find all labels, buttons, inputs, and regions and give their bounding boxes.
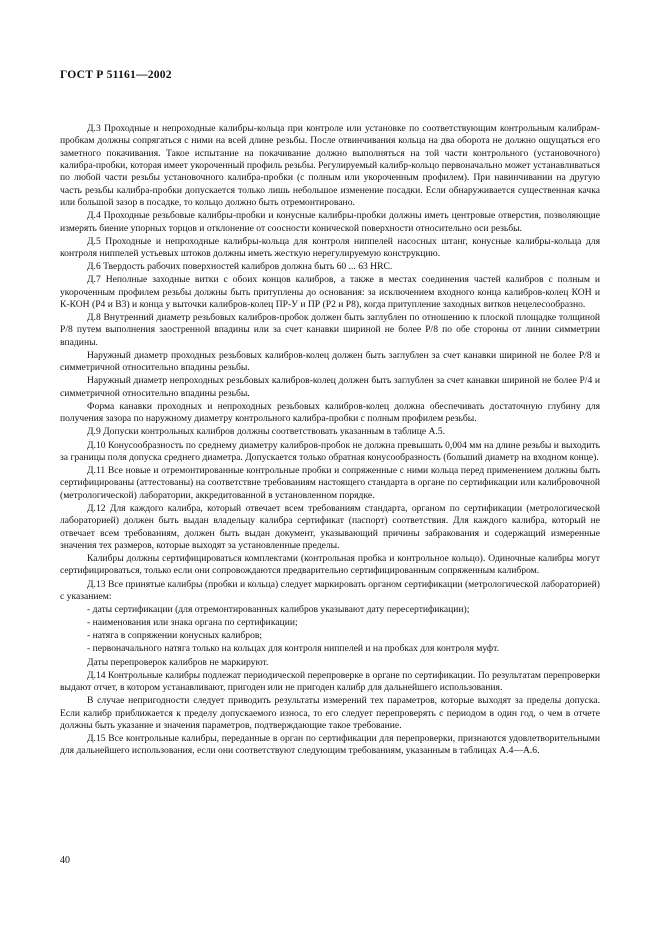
page-number: 40 <box>60 855 70 866</box>
paragraph-sets: Калибры должны сертифицироваться комплектами (контрольная пробка и контрольное кольцо). Одиночные калибры могут сертифицироваться, только если они сопровождаются предварительно сертифицированным сопряженным калибром. <box>60 553 600 577</box>
paragraph-d6: Д.6 Твердость рабочих поверхностей калибров должна быть 60 ... 63 HRC. <box>87 261 393 273</box>
list-item: - натяга в сопряжении конусных калибров; <box>87 630 263 642</box>
paragraph-d15: Д.15 Все контрольные калибры, переданные в орган по сертификации для перепроверки, признаются удовлетворительными для дальнейшего использования, если они соответствуют следующим требованиям, указанным в таблицах А.4—А.6. <box>60 733 600 757</box>
list-item: - наименования или знака органа по сертификации; <box>87 617 298 629</box>
list-item: - даты сертификации (для отремонтированных калибров указывают дату пересертификации); <box>87 604 470 616</box>
paragraph-d13: Д.13 Все принятые калибры (пробки и кольца) следует маркировать органом сертификации (метрологической лабораторией) с указанием: <box>60 578 600 602</box>
paragraph-d12: Д.12 Для каждого калибра, который отвечает всем требованиям стандарта, органом по сертификации (метрологической лабораторией) должен быть выдан владельцу калибра сертификат (паспорт) соответствия. Для каждого калибра, который не отвечает всем требованиям, должен быть выдан документ, указывающий причины забракования и содержащий измеренные значения тех размеров, которые выходят за установленные пределы. <box>60 502 600 551</box>
paragraph-d8: Д.8 Внутренний диаметр резьбовых калибров-пробок должен быть заглублен по отношению к плоской площадке толщиной P/8 путем выполнения заостренной впадины или за счет канавки шириной не более P/8 по обе стороны от линии симметрии впадины. <box>60 312 600 348</box>
paragraph-d10: Д.10 Конусообразность по среднему диаметру калибров-пробок не должна превышать 0,004 мм на длине резьбы и выходить за границы поля допуска среднего диаметра. Допускается только обратная конусообразность (больший диаметр на входном конце). <box>60 439 600 463</box>
paragraph-d9: Д.9 Допуски контрольных калибров должны соответствовать указанным в таблице А.5. <box>87 426 446 438</box>
standard-header: ГОСТ Р 51161—2002 <box>60 68 172 81</box>
paragraph-groove-form: Форма канавки проходных и непроходных резьбовых калибров-колец должна обеспечивать достаточную глубину для получения зазора по наружному диаметру контрольного калибра-пробки с полным профилем резьбы. <box>60 400 600 425</box>
paragraph-d7: Д.7 Неполные заходные витки с обоих концов калибров, а также в местах соединения частей калибров с полным и укороченным профилем резьбы должны быть притуплены до основания: за исключением входного конца калибров-колец КОН и К-КОН (Р4 и В3) и конца у выточки калибров-колец ПР-У и ПР (Р2 и Р8), когда притупление заходных витков нецелесообразно. <box>60 274 600 310</box>
paragraph-d11: Д.11 Все новые и отремонтированные контрольные пробки и сопряженные с ними кольца перед применением должны быть сертифицированы (аттестованы) на соответствие требованиям настоящего стандарта в органе по сертификации или калибровочной (метрологической) лаборатории, аккредитованной в установленном порядке. <box>60 465 600 501</box>
paragraph-outer-nogo: Наружный диаметр непроходных резьбовых калибров-колец должен быть заглублен за счет канавки шириной не более P/4 и симметричной относительно впадины резьбы. <box>60 375 600 399</box>
paragraph-d4: Д.4 Проходные резьбовые калибры-пробки и конусные калибры-пробки должны иметь центровые отверстия, позволяющие измерять биение упорных торцов и отклонение от соосности конической поверхности относительно оси резьбы. <box>60 210 600 234</box>
paragraph-d14: Д.14 Контрольные калибры подлежат периодической перепроверке в органе по сертификации. По результатам перепроверки выдают отчет, в котором устанавливают, пригоден или не пригоден калибр для дальнейшего использования. <box>60 669 600 694</box>
paragraph-no-marking: Даты перепроверок калибров не маркируют. <box>87 656 269 668</box>
paragraph-d3: Д.3 Проходные и непроходные калибры-кольца при контроле или установке по соответствующим контрольным калибрам-пробкам должны сопрягаться с ними на всей длине резьбы. После отвинчивания кольца на два оборота не должно ощущаться его заметного покачивания. Такое испытание на покачивание должно выполняться на той части контрольного (установочного) калибра-пробки, которая имеет укороченный профиль резьбы. Регулируемый калибр-кольцо первоначально может устанавливаться по любой части резьбы установочного калибра-пробки (с полным или укороченным профилем). При навинчивании на другую часть резьбы калибра-пробки допускается только лишь небольшое изменение посадки. Если обнаруживается существенная качка или большой зазор в посадке, то кольцо должно быть отремонтировано. <box>60 123 600 209</box>
paragraph-outer-go: Наружный диаметр проходных резьбовых калибров-колец должен быть заглублен за счет канавки шириной не более P/8 и симметричной относительно впадины резьбы. <box>60 349 600 374</box>
list-item: - первоначального натяга только на кольцах для контроля ниппелей и на пробках для контроля муфт. <box>87 643 499 655</box>
document-body <box>60 123 600 758</box>
paragraph-unfit: В случае непригодности следует приводить результаты измерений тех параметров, которые выходят за пределы допуска. Если калибр приближается к пределу допускаемого износа, то его следует перепроверять с периодом в один год, о чем в отчете должны быть указание и значения параметров, подтверждающие такое требование. <box>60 695 600 731</box>
paragraph-d5: Д.5 Проходные и непроходные калибры-кольца для контроля ниппелей насосных штанг, конусные калибры-кольца для контроля ниппелей устьевых штоков должны иметь жесткую нерегулируемую конструкцию. <box>60 235 600 260</box>
